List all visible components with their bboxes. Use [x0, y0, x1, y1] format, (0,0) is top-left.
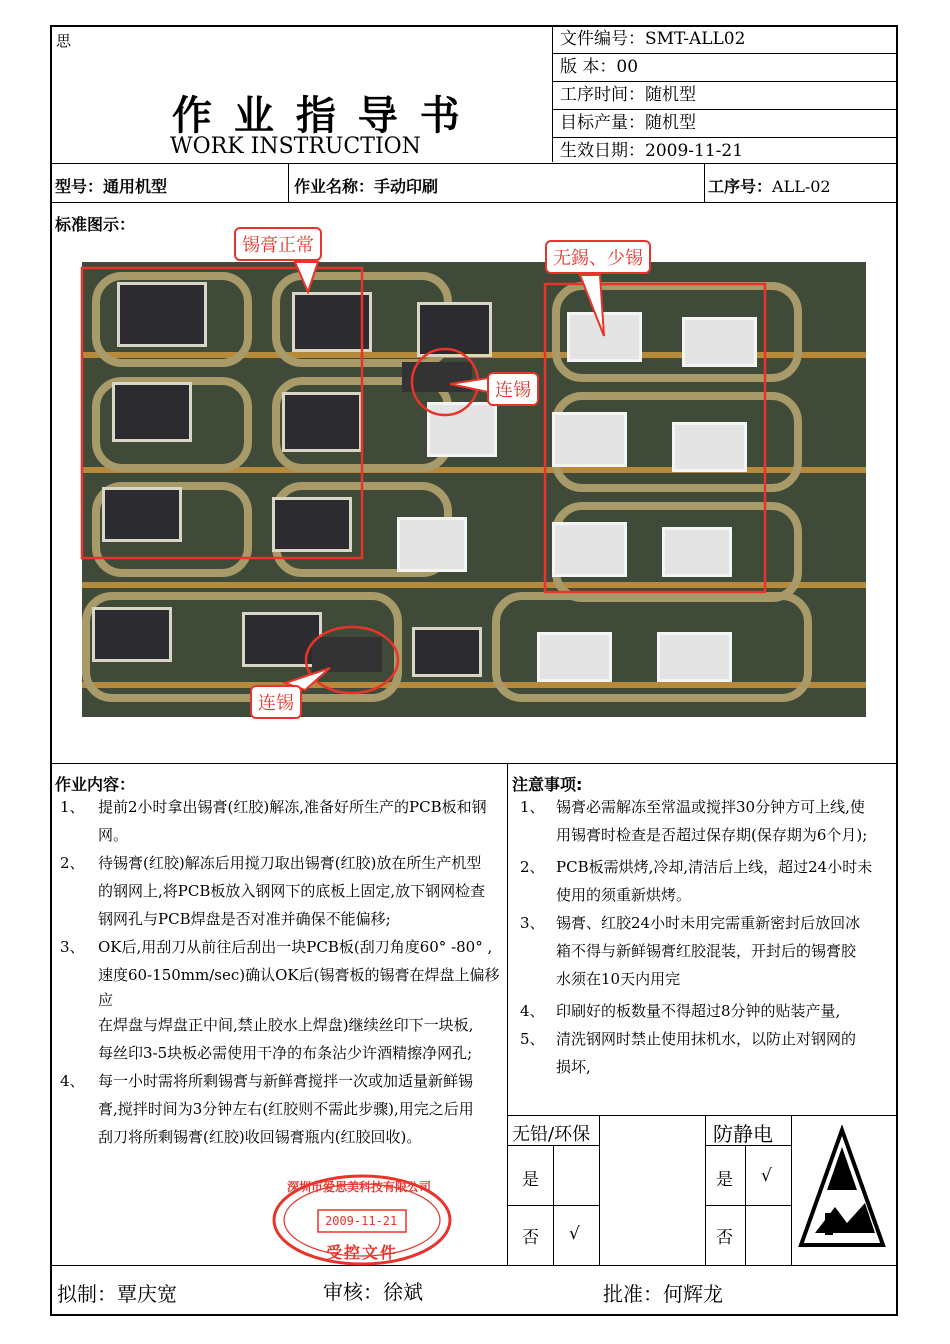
meta-effective-date: 生效日期：2009-11-21 [560, 141, 744, 161]
meta-process-time: 工序时间：随机型 [560, 85, 696, 105]
notes-list [520, 793, 896, 1081]
lead-free-no-check: √ [569, 1224, 580, 1244]
title-cn: 作 业 指 导 书 [172, 93, 464, 139]
note-item-2: 2、 PCB板需烘烤,冷却,清洁后上线，超过24小时未 使用的须重新烘烤。 [520, 858, 873, 904]
note-item-4: 4、 印刷好的板数量不得超过8分钟的贴装产量, [520, 1002, 841, 1020]
meta-target-output: 目标产量：随机型 [560, 113, 696, 133]
note-item-1: 1、 锡膏必需解冻至常温或搅拌30分钟方可上线,使 用锡膏时检查是否超过保存期(保存期为6个月); [520, 798, 868, 844]
esd-warning-icon [795, 1125, 890, 1255]
work-item-3: 3、 OK后,用刮刀从前往后刮出一块PCB板(刮刀角度60° -80° , 速度60-150mm/sec)确认OK后(锡膏板的锡膏在焊盘上偏移 应 在焊盘与焊盘正中间,禁止胶水上焊盘)继续丝印下一块板, 每丝印3-5块板必需使用干净的布条沾少许酒精擦净网孔; [60, 938, 500, 1062]
note-item-3: 3、 锡膏、红胶24小时未用完需重新密封后放回冰 箱不得与新鲜锡膏红胶混装，开封后的锡膏胶 水须在10天内用完 [520, 914, 861, 988]
title-en: WORK INSTRUCTION [170, 134, 421, 159]
esd-no-label: 否 [716, 1228, 733, 1248]
approved-by: 批准：何辉龙 [603, 1282, 723, 1306]
callout-normal: 锡膏正常 [234, 227, 322, 261]
stamp-status: 受控文件 [326, 1243, 399, 1262]
stamp-company-text: 深圳市爱思美科技有限公司 [287, 1180, 432, 1194]
reviewed-by: 审核：徐斌 [323, 1280, 423, 1304]
lead-free-yes-label: 是 [522, 1170, 539, 1190]
meta-doc-number: 文件编号：SMT-ALL02 [560, 29, 746, 49]
work-list [60, 793, 505, 1151]
callout-bridge-1: 连锡 [487, 372, 539, 406]
esd-yes-label: 是 [716, 1170, 733, 1190]
step-number-field: 工序号：ALL-02 [708, 177, 831, 196]
work-heading: 作业内容： [55, 775, 136, 794]
esd-label: 防静电 [713, 1122, 773, 1146]
esd-yes-check: √ [761, 1166, 772, 1186]
callout-bridge-2: 连锡 [250, 685, 302, 719]
task-name-field: 作业名称：手动印刷 [294, 177, 439, 196]
work-item-1: 1、 提前2小时拿出锡膏(红胶)解冻,准备好所生产的PCB板和钢 网。 [60, 798, 487, 844]
model-field: 型号：通用机型 [55, 177, 168, 196]
note-item-5: 5、 清洗钢网时禁止使用抹机水，以防止对钢网的 损坏, [520, 1030, 857, 1076]
callout-no-tin: 无錫、少锡 [545, 240, 651, 274]
stamp-date: 2009-11-21 [325, 1214, 398, 1228]
drafted-by: 拟制：覃庆宽 [57, 1282, 177, 1306]
work-item-4: 4、 每一小时需将所剩锡膏与新鲜膏搅拌一次或加适量新鲜锡 膏,搅拌时间为3分钟左右(红胶则不需此步骤),用完之后用 刮刀将所剩锡膏(红胶)收回锡膏瓶内(红胶回收)。 [60, 1072, 474, 1146]
meta-version: 版 本：00 [560, 57, 639, 77]
figure-section-label: 标准图示： [55, 215, 136, 234]
work-item-2: 2、 待锡膏(红胶)解冻后用搅刀取出锡膏(红胶)放在所生产机型 的钢网上,将PCB板放入钢网下的底板上固定,放下钢网检查 钢网孔与PCB焊盘是否对准并确保不能偏移; [60, 854, 486, 928]
lead-free-label: 无铅/环保 [512, 1124, 591, 1145]
lead-free-no-label: 否 [522, 1228, 539, 1248]
notes-heading: 注意事项: [512, 775, 583, 794]
corner-mark: 思 [56, 32, 72, 50]
